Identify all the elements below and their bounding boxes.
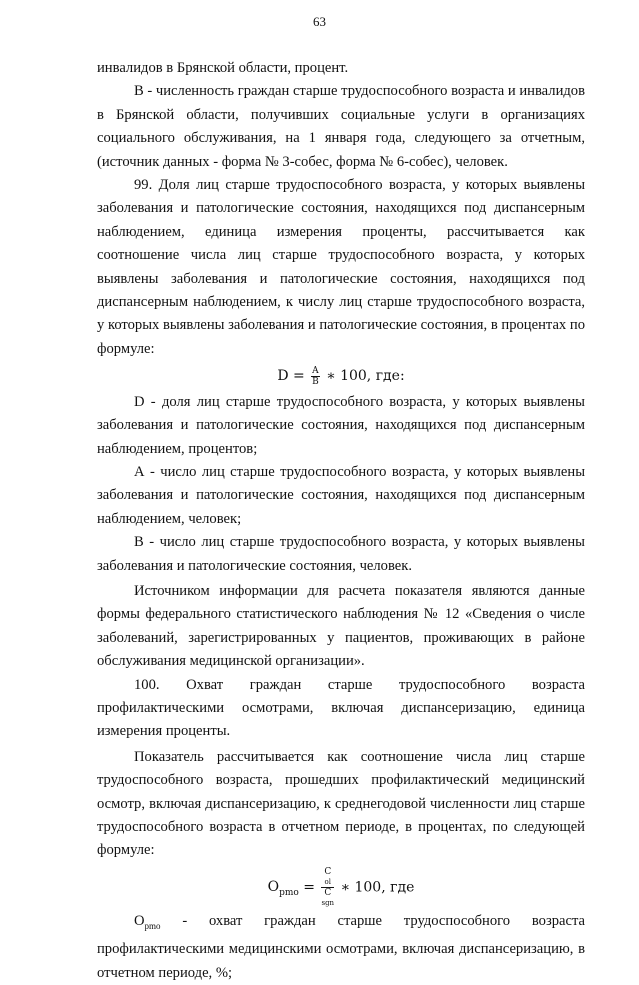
formula-opmo-denominator: C sgn (321, 887, 335, 907)
formula-opmo-numerator: C ol (321, 867, 334, 888)
formula-d (97, 365, 585, 388)
formula-opmo-rhs: ∗ 100, где (336, 879, 415, 896)
document-body (97, 57, 585, 985)
formula-d-rhs: ∗ 100, где: (321, 368, 405, 385)
paragraph-indicator: Показатель рассчитывается как соотношение числа лиц старше трудоспособного возраста, прошедших профилактический медицинский осмотр, включая диспансеризацию, к среднегодовой численности лиц старше трудоспособного возраста в отчетном периоде, в процентах, по следующей формуле: (97, 748, 585, 859)
formula-d-fraction (311, 366, 320, 387)
paragraph-opmo-definition (97, 910, 585, 985)
formula-opmo-symbol: O (267, 879, 280, 896)
opmo-symbol: $O_{pmo}$ (134, 912, 161, 931)
formula-d-numerator: A (312, 365, 319, 376)
paragraph-b-definition: В - численность граждан старше трудоспособного возраста и инвалидов в Брянской области, получивших социальные услуги в организациях социального обслуживания, на 1 января года, следующего за отчетным, (источник данных - форма № 3-собес, форма № 6-собес), человек. (97, 83, 585, 170)
paragraph-item-100: 100. Охват граждан старше трудоспособного возраста профилактическими осмотрами, включая диспансеризацию, единица измерения проценты. (97, 676, 585, 740)
formula-opmo-eq: = (298, 879, 320, 896)
paragraph-item-99: 99. Доля лиц старше трудоспособного возраста, у которых выявлены заболевания и патологические состояния, находящихся под диспансерным наблюдением, единица измерения проценты, рассчитывается как соотношение числа лиц старше трудоспособного возраста, у которых выявлены заболевания и патологические состояния, находящихся под диспансерным наблюдением, к числу лиц старше трудоспособного возраста, у которых выявлены заболевания и патологические состояния, в процентах по формуле: (97, 177, 585, 357)
formula-opmo (97, 867, 585, 908)
formula-opmo-lhs (267, 879, 299, 899)
formula-opmo-fraction (321, 867, 334, 908)
paragraph-a-definition: А - число лиц старше трудоспособного возраста, у которых выявлены заболевания и патологические состояния, находящихся под диспансерным наблюдением, человек; (97, 463, 585, 527)
paragraph-source: Источником информации для расчета показателя являются данные формы федерального статистического наблюдения № 12 «Сведения о числе заболеваний, зарегистрированных у пациентов, проживающих в районе обслуживания медицинской организации». (97, 582, 585, 670)
paragraph-b2-definition: В - число лиц старше трудоспособного возраста, у которых выявлены заболевания и патологические состояния, человек. (97, 534, 585, 574)
paragraph-d-definition: D - доля лиц старше трудоспособного возраста, у которых выявлены заболевания и патологические состояния, находящихся под диспансерным наблюдением, процентов; (97, 393, 585, 457)
paragraph-continuation: инвалидов в Брянской области, процент. (97, 60, 349, 76)
formula-opmo-subscript: pmo (279, 888, 299, 899)
opmo-definition-text: - охват граждан старше трудоспособного возраста профилактическими медицинскими осмотрами, включая диспансеризацию, в отчетном периоде, %; (97, 912, 585, 981)
formula-d-lhs: D = (277, 368, 310, 385)
page-number: 63 (313, 14, 326, 29)
formula-d-denominator: B (312, 376, 319, 387)
